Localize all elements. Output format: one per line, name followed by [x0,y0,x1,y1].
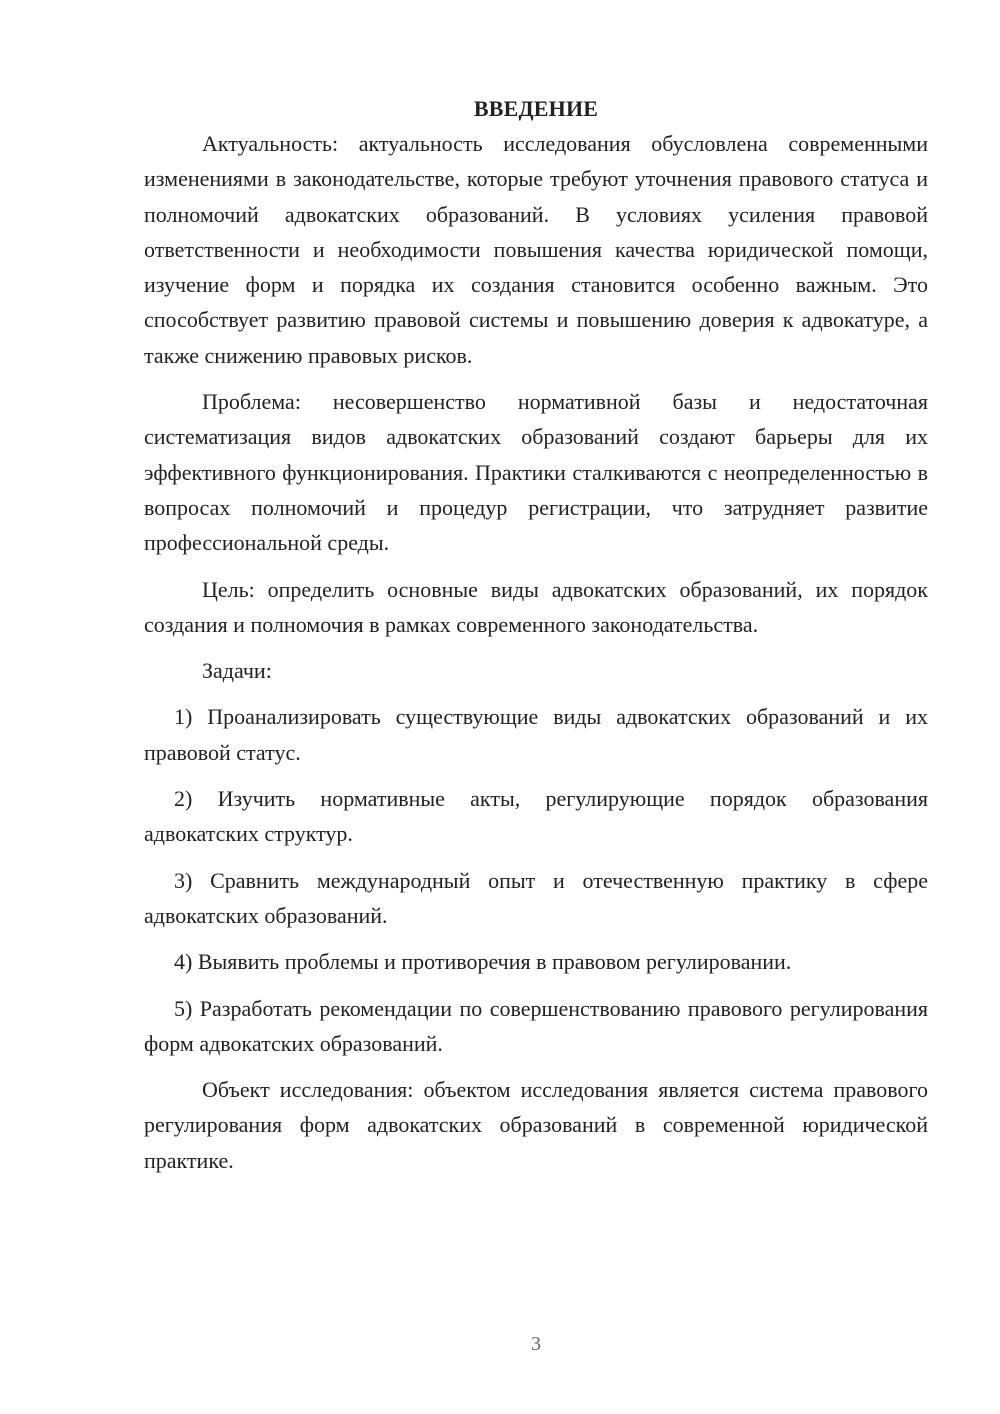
section-heading: ВВЕДЕНИЕ [473,96,599,121]
paragraph-goal: Цель: определить основные виды адвокатских образований, их порядок создания и полномочия в рамках современного законодательства. [144,576,928,637]
task-item-4: 4) Выявить проблемы и противоречия в правовом регулировании. [174,949,792,975]
page-number: 3 [531,1333,541,1355]
task-item-1: 1) Проанализировать существующие виды адвокатских образований и их правовой статус. [144,704,928,765]
task-item-2: 2) Изучить нормативные акты, регулирующие порядок образования адвокатских структур. [144,786,928,847]
page-content [144,91,928,1178]
task-item-3: 3) Сравнить международный опыт и отечественную практику в сфере адвокатских образований. [144,867,928,928]
paragraph-tasks-label: Задачи: [202,658,272,684]
task-item-5: 5) Разработать рекомендации по совершенствованию правового регулирования форм адвокатских образований. [144,995,928,1056]
paragraph-relevance: Актуальность: актуальность исследования обусловлена современными изменениями в законодательстве, которые требуют уточнения правового статуса и полномочий адвокатских образований. В условиях усиления правовой ответственности и необходимости повышения качества юридической помощи, изучение форм и порядка их создания становится особенно важным. Это способствует развитию правовой системы и повышению доверия к адвокатуре, а также снижению правовых рисков. [144,131,928,368]
paragraph-object: Объект исследования: объектом исследования является система правового регулирования форм адвокатских образований в современной юридической практике. [144,1077,928,1173]
paragraph-problem: Проблема: несовершенство нормативной базы и недостаточная систематизация видов адвокатских образований создают барьеры для их эффективного функционирования. Практики сталкиваются с неопределенностью в вопросах полномочий и процедур регистрации, что затрудняет развитие профессиональной среды. [144,389,928,556]
